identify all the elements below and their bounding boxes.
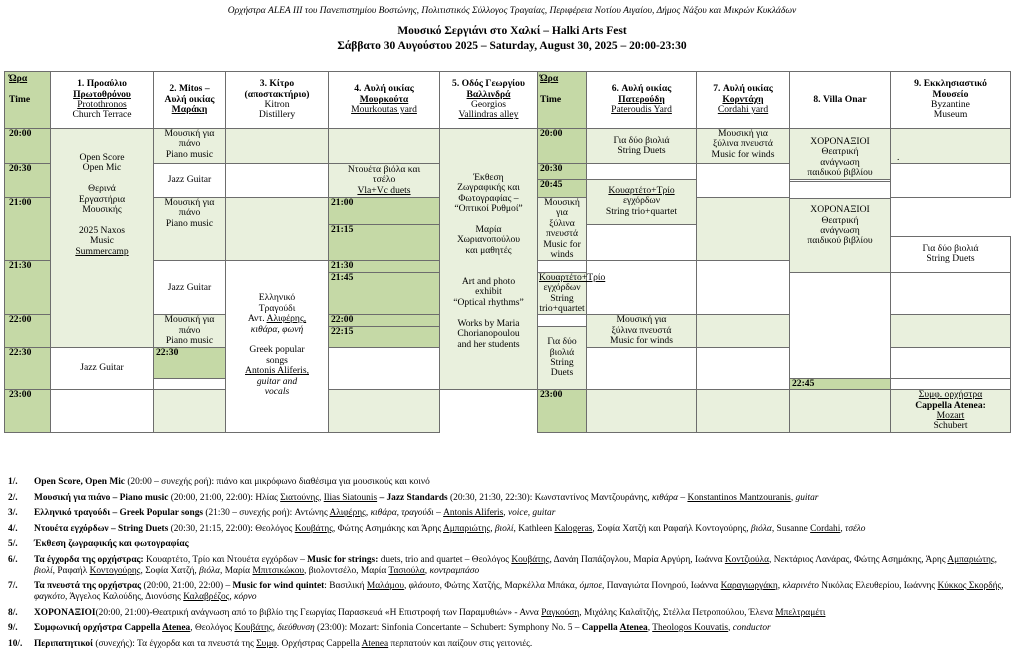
empty-cell — [790, 272, 891, 378]
note-text: κιθάρα, τραγούδι — [370, 508, 434, 518]
note-text: , — [840, 523, 846, 534]
empty-cell — [538, 315, 587, 326]
empty-cell — [891, 378, 1011, 389]
note-text: , — [1001, 581, 1004, 591]
event-choronaxioi: ΧΟΡΟΝΑΞΙΟΙ Θεατρική ανάγνωση παιδικού βιβλίου — [790, 199, 891, 273]
empty-cell — [587, 164, 697, 179]
event-winds: Μουσική για ξύλινα πνευστά Music for winds — [587, 315, 697, 347]
note-text: , — [365, 508, 371, 518]
note-text: – — [433, 508, 444, 518]
note-text: Music for wind quintet — [232, 581, 325, 591]
empty-cell — [329, 390, 440, 433]
note-text: ΧΟΡΟΝΑΞΙΟΙ — [34, 607, 96, 618]
note-text: , — [728, 623, 733, 633]
note-text: Κουβάτης — [511, 554, 550, 565]
note-item — [8, 477, 1018, 488]
note-text: κιθάρα — [652, 492, 679, 503]
event-greek-songs: Ελληνικό Τραγούδι Αντ. Αλιφέρης, κιθάρα, φωνή Greek popular songs Antonis Aliferis, guitar and vocals — [226, 261, 329, 433]
venue-3-header: 3. Κίτρο (αποστακτήριο) Kitron Distillery — [226, 72, 329, 129]
note-text: Έκθεση ζωγραφικής και φωτογραφίας — [34, 539, 189, 549]
event-piano-music: Μουσική για πιάνο Piano music — [154, 197, 226, 260]
note-text: Ilias Siatounis — [323, 492, 378, 503]
note-number: 4/. — [8, 523, 18, 534]
venue-6-header: 6. Αυλή οικίας Πατερούδη Pateroudis Yard — [587, 72, 697, 129]
empty-cell — [154, 378, 226, 389]
note-text: Atenea — [162, 623, 191, 633]
time-cell-left: 22:30 — [5, 347, 51, 390]
note-item — [8, 623, 1018, 634]
note-text: , — [424, 565, 430, 576]
note-item — [8, 524, 1018, 535]
note-text: φλάουτο — [408, 581, 440, 591]
event-violin-duets: Για δύο βιολιά String Duets — [538, 326, 587, 389]
note-text: (20:00, 21:00, 22:00): Ηλίας — [168, 492, 281, 503]
note-text: (20:30, 21:30, 22:30): Κωνσταντίνος Μαντζουράνης, — [447, 492, 652, 503]
note-number: 6/. — [8, 554, 18, 565]
time-cell-left: 20:00 — [5, 129, 51, 164]
time-cell-right: 22:45 — [790, 378, 891, 389]
note-text: Τα πνευστά της ορχήστρας — [34, 581, 142, 591]
empty-cell — [226, 164, 329, 197]
note-text: φαγκότο — [34, 592, 66, 602]
event-jazz-guitar: Jazz Guitar — [51, 347, 154, 390]
note-text: (20:00 – συνεχής ροή): πιάνο και μικρόφωνο διαθέσιμα για μουσικούς και κοινό — [124, 477, 430, 487]
note-text: , Δανάη Παπάζογλου, Μαρία Αργύρη, Ιωάννα — [549, 554, 725, 565]
venue-5-header: 5. Οδός Γεωργίου Βαλλινδρά Georgios Vallindras alley — [440, 72, 538, 129]
note-text: Κουβάτης — [294, 523, 333, 534]
time-cell-left: 21:30 — [5, 261, 51, 315]
note-text: guitar — [795, 492, 819, 503]
schedule-table — [4, 71, 1011, 433]
empty-cell — [587, 390, 697, 433]
note-text: Τασιούλα — [388, 565, 425, 576]
note-text: Atenea — [361, 638, 389, 649]
venue-7-header: 7. Αυλή οικίας Κορντάχη Cordahi yard — [697, 72, 790, 129]
note-text: Music for strings: — [307, 554, 379, 565]
empty-cell — [226, 129, 329, 164]
note-text: , — [647, 623, 653, 633]
note-text: , — [403, 581, 409, 591]
note-text: – — [678, 492, 688, 503]
empty-cell — [587, 347, 697, 390]
event-winds: Μουσική για ξύλινα πνευστά Music for winds — [697, 129, 790, 164]
note-text: Μαλάμου — [366, 581, 404, 591]
note-text: , — [272, 623, 278, 633]
note-number: 2/. — [8, 492, 18, 503]
event-art-exhibit: Έκθεση Ζωγραφικής και Φωτογραφίας – “Οπτικοί Ρυθμοί” Μαρία Χωριανοπούλου και μαθητές Art and photo exhibit “Optical rhythms” Works by Maria Chorianopoulou and her students — [440, 129, 538, 390]
note-text: βιολί — [494, 523, 514, 534]
event-jazz-guitar: Jazz Guitar — [154, 164, 226, 197]
note-text: περπατούν και παίζουν στις γειτονιές. — [388, 638, 533, 649]
venue-2-header: 2. Mitos – Αυλή οικίας Μαράκη — [154, 72, 226, 129]
note-text: βιολί — [34, 565, 53, 576]
note-text: . Ορχήστρας Cappella — [276, 638, 362, 649]
venue-4-header: 4. Αυλή οικίας Μουρκούτα Mourkoutas yard — [329, 72, 440, 129]
note-number: 9/. — [8, 623, 18, 633]
empty-cell — [329, 129, 440, 164]
empty-cell — [790, 390, 891, 433]
note-text: , — [777, 581, 783, 591]
note-text: Μπελτραμέτι — [775, 607, 826, 618]
event-piano-music: Μουσική για πιάνο Piano music — [154, 315, 226, 347]
empty-cell — [697, 390, 790, 433]
time-cell-right: 21:45 — [329, 272, 440, 315]
note-number: 8/. — [8, 607, 18, 618]
note-text: Antonis Aliferis — [443, 508, 504, 518]
note-text: , — [503, 508, 508, 518]
note-text: Κουβάτης — [234, 623, 273, 633]
note-text: Συμφωνική ορχήστρα Cappella — [34, 623, 163, 633]
empty-cell — [697, 164, 790, 197]
venue-1-header: 1. Προαύλιο Πρωτοθρόνου Protothronos Church Terrace — [51, 72, 154, 129]
note-text: , — [994, 554, 997, 565]
note-text: διεύθυνση — [277, 623, 315, 633]
time-cell-left: 22:00 — [5, 315, 51, 347]
note-text: Καραγιωργάκη — [720, 581, 778, 591]
note-text: Αλιφέρης — [329, 508, 366, 518]
note-text: , Ραφαήλ — [52, 565, 90, 576]
event-winds: Μουσική για ξύλινα πνευστά Music for winds — [538, 197, 587, 260]
event-symphony-orchestra: Συμφ. ορχήστρα Cappella Atenea: Mozart Schubert — [891, 390, 1011, 433]
time-cell-right: 20:30 — [538, 164, 587, 179]
time-cell-right: 22:15 — [329, 326, 440, 347]
note-text: , Μαρία — [220, 565, 253, 576]
event-string-quartet: Κουαρτέτο+Τρίο εγχόρδων String trio+quartet — [587, 179, 697, 224]
note-text: Κουαρτέτο, Τρίο και Ντουέτα εγχόρδων – — [143, 554, 308, 565]
note-text: conductor — [732, 623, 771, 633]
note-text: , Σοφία Χατζή, — [140, 565, 200, 576]
time-cell-right: 21:15 — [329, 224, 440, 261]
event-open-score: Open Score Open Mic Θερινά Εργαστήρια Μουσικής 2025 Naxos Music Summercamp — [51, 129, 154, 348]
event-string-quartet: Κουαρτέτο+Τρίο εγχόρδων String trio+quartet — [539, 271, 606, 314]
note-text: , Θεολόγος — [190, 623, 235, 633]
event-jazz-guitar: Jazz Guitar — [154, 261, 226, 315]
note-text: , — [490, 523, 495, 534]
empty-cell — [697, 347, 790, 390]
time-cell-left: 21:00 — [5, 197, 51, 260]
note-text: κοντραμπάσο — [429, 565, 480, 576]
empty-cell — [329, 347, 440, 390]
note-text: Atenea — [619, 623, 648, 633]
empty-cell — [538, 261, 587, 272]
event-viola-cello-duets: Ντουέτα βιόλα και τσέλο Vla+Vc duets — [329, 164, 440, 197]
note-text: Αμπαριώτης — [442, 523, 491, 534]
note-text: , Μιχάλης Καλαϊτζής, Στέλλα Πετροπούλου, Έλενα — [579, 607, 776, 618]
note-text: : Βασιλική — [324, 581, 367, 591]
note-text: Μουσική για πιάνο – Piano music — [34, 492, 169, 503]
note-number: 1/. — [8, 477, 18, 487]
festival-date: Σάββατο 30 Αυγούστου 2025 – Saturday, August 30, 2025 – 20:00-23:30 — [337, 40, 687, 52]
note-text: – Jazz Standards — [377, 492, 448, 503]
time-cell-left: 23:00 — [5, 390, 51, 433]
note-text: , Παναγιώτα Πονηρού, Ιωάννα — [602, 581, 721, 591]
note-text: Theologos Kouvatis — [652, 623, 728, 633]
note-text: Μπιτσικώκου — [252, 565, 305, 576]
note-text: , Susanne — [771, 523, 811, 534]
note-item — [8, 539, 1018, 550]
note-text: (20:00, 21:00, 22:00) – — [141, 581, 233, 591]
note-item — [8, 581, 1018, 603]
note-text: (συνεχής): Τα έγχορδα και τα πνευστά της — [93, 638, 257, 649]
note-text: Cordahi — [810, 523, 841, 534]
time-cell-right: 22:00 — [329, 315, 440, 326]
note-text: Cappella — [581, 623, 620, 633]
empty-cell — [790, 182, 891, 199]
organizers-line: Ορχήστρα ALEA III του Πανεπιστημίου Βοστώνης, Πολιτιστικός Σύλλογος Τραγαίας, Περιφέρεια Νοτίου Αιγαίου, Δήμος Νάξου και Μικρών Κυκλάδων — [227, 6, 797, 16]
note-number: 10/. — [8, 638, 23, 649]
note-text: (20:00, 21:00)-Θεατρική ανάγνωση από το βιβλίο της Γεωργίας Παρασκευά «Η Επιστροφή των Παραμυθιών» - Αννα — [95, 607, 542, 618]
note-text: Κοντζιούλα — [724, 554, 769, 565]
event-viola-duets: Για δύο βιολιά String Duets — [891, 237, 1011, 273]
empty-cell — [891, 315, 1011, 347]
time-header-right: Ώρα Time — [538, 72, 587, 129]
note-text: Σιατούνης — [280, 492, 320, 503]
note-text: , Άγγελος Καλούδης, Διονύσης — [65, 592, 184, 602]
note-text: Περιπατητικοί — [34, 638, 93, 649]
empty-cell — [891, 164, 1011, 197]
empty-cell — [587, 224, 697, 261]
note-text: Αμπαριώτης — [947, 554, 995, 565]
note-text: κλαρινέτο — [782, 581, 819, 591]
note-text: Ελληνικό τραγούδι – Greek Popular songs — [34, 508, 204, 518]
time-cell-right: 22:30 — [154, 347, 226, 378]
event-violin-duets: Για δύο βιολιά String Duets — [587, 129, 697, 164]
note-text: (20:30, 21:15, 22:00): Θεολόγος — [168, 523, 295, 534]
note-text: βιόλα — [199, 565, 221, 576]
note-text: Κύκκος Σκορδής — [937, 581, 1002, 591]
note-text: Open Score, Open Mic — [34, 477, 125, 487]
note-text: Konstantinos Mantzouranis — [687, 492, 791, 503]
note-text: όμποε — [579, 581, 603, 591]
note-number: 7/. — [8, 581, 18, 591]
note-text: , — [229, 592, 235, 602]
note-item — [8, 639, 1018, 650]
note-text: Κοντογούρης — [89, 565, 141, 576]
empty-cell — [226, 197, 329, 260]
note-text: (21:30 – συνεχής ροή): Αντώνης — [203, 508, 330, 518]
note-text: duets, trio and quartet – Θεολόγος — [378, 554, 512, 565]
empty-cell — [154, 390, 226, 433]
time-cell-left: 20:30 — [5, 164, 51, 197]
note-text: , — [790, 492, 796, 503]
note-number: 5/. — [8, 539, 18, 549]
empty-cell — [51, 390, 154, 433]
time-cell-right: 21:30 — [329, 261, 440, 272]
note-text: , Νεκτάριος Λανάρας, Φώτης Ασημάκης, Άρης — [769, 554, 948, 565]
empty-cell — [697, 197, 790, 260]
note-text: Νικόλας Ελευθερίου, Ιωάννης — [818, 581, 938, 591]
note-text: Τα έγχορδα της ορχήστρας: — [34, 554, 144, 565]
note-text: τσέλο — [845, 523, 866, 534]
note-text: , Φώτης Ασημάκης και Άρης — [332, 523, 443, 534]
note-item — [8, 493, 1018, 504]
note-text: , — [319, 492, 324, 503]
museum-cell: . — [891, 129, 1011, 164]
note-text: , Kathleen — [513, 523, 555, 534]
note-text: , Φώτης Χατζής, Μαρκέλλα Μπάκα, — [439, 581, 580, 591]
venue-8-header: 8. Villa Onar — [790, 72, 891, 129]
notes-list — [8, 477, 1018, 654]
note-item — [8, 608, 1018, 619]
event-piano-music: Μουσική για πιάνο Piano music — [154, 129, 226, 164]
note-text: , Σοφία Χατζή και Ραφαήλ Κοντογούρης, — [592, 523, 751, 534]
empty-cell — [697, 261, 790, 315]
note-text: Συμφ — [256, 638, 277, 649]
note-text: , βιολοντσέλο, Μαρία — [304, 565, 389, 576]
note-text: Ντουέτα εγχόρδων – String Duets — [34, 523, 169, 534]
time-cell-right: 20:45 — [538, 179, 587, 197]
note-item — [8, 555, 1018, 577]
note-text: (23:00): Mozart: Sinfonia Concertante – Schubert: Symphony No. 5 – — [314, 623, 582, 633]
note-item — [8, 508, 1018, 519]
time-cell-right: 21:00 — [329, 197, 440, 224]
empty-cell — [697, 315, 790, 347]
note-number: 3/. — [8, 508, 18, 518]
note-text: Ραγκούση — [541, 607, 580, 618]
festival-title: Μουσικό Σεργιάνι στο Χαλκί – Halki Arts Fest — [397, 25, 627, 37]
note-text: Καλαβρέζος — [183, 592, 230, 602]
note-text: κόρνο — [234, 592, 257, 602]
note-text: voice, guitar — [507, 508, 556, 518]
venue-9-header: 9. Εκκλησιαστικό Μουσείο Byzantine Museum — [891, 72, 1011, 129]
empty-cell — [587, 261, 697, 315]
note-text: Kalogeras — [554, 523, 593, 534]
time-cell-right: 20:00 — [538, 129, 587, 164]
time-cell-right: 23:00 — [538, 390, 587, 433]
event-choronaxioi: ΧΟΡΟΝΑΞΙΟΙ Θεατρική ανάγνωση παιδικού βιβλίου — [790, 129, 891, 180]
time-header-left: Ώρα Time — [5, 72, 51, 129]
note-text: βιόλα — [750, 523, 772, 534]
